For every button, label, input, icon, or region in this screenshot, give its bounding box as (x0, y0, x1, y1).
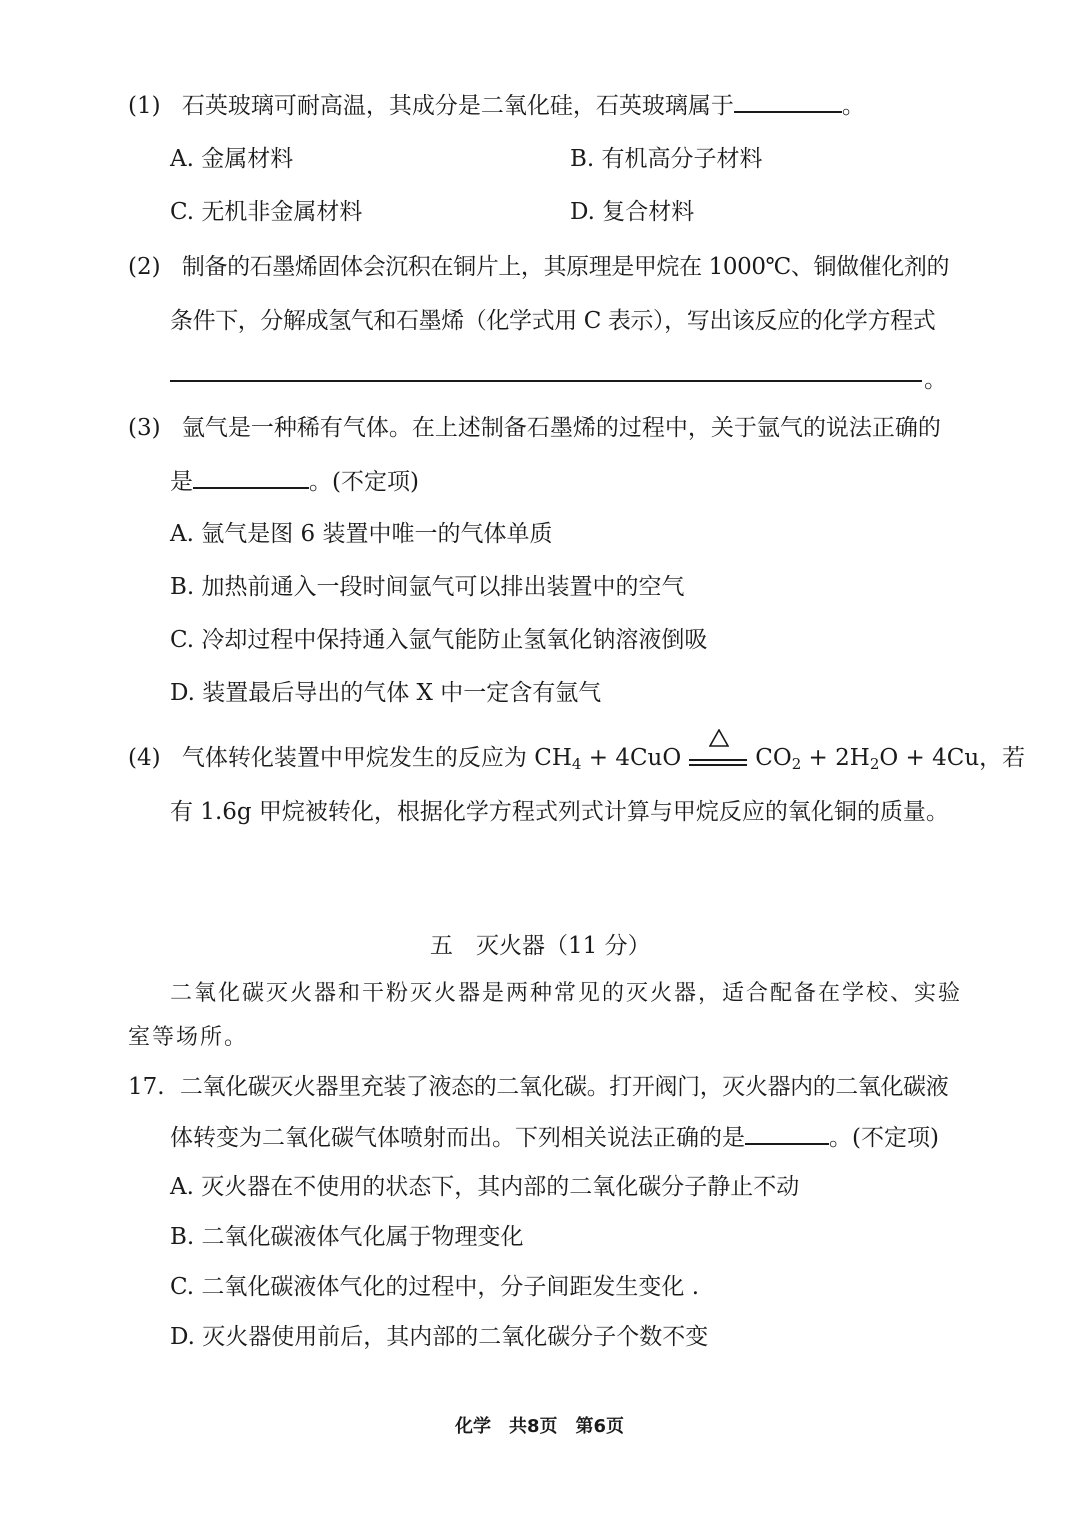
q1-option-a: A. 金属材料 (170, 146, 294, 172)
section-title: 五 灭火器（11 分） (430, 933, 651, 959)
q3-text-2: 是 (170, 469, 193, 495)
page-footer: 化学 共8页 第6页 (455, 1416, 625, 1437)
q17-option-c: C. 二氧化碳液体气化的过程中，分子间距发生变化 . (170, 1274, 700, 1300)
q17-line1 (128, 1071, 948, 1103)
q4-line1 (128, 742, 1025, 774)
q1-option-b: B. 有机高分子材料 (570, 146, 763, 172)
q1-text: 石英玻璃可耐高温，其成分是二氧化硅，石英玻璃属于 (181, 93, 734, 119)
q4-text-mid4: O + 4Cu，若 (879, 745, 1026, 771)
q1-answer-blank[interactable] (734, 89, 842, 113)
q17-line2 (170, 1121, 939, 1154)
q1-number: (1) (128, 93, 161, 119)
q2-answer-line[interactable] (170, 380, 922, 382)
q17-answer-blank[interactable] (745, 1121, 829, 1145)
q4-line2: 有 1.6g 甲烷被转化，根据化学方程式列式计算与甲烷反应的氧化铜的质量。 (170, 799, 949, 825)
q3-number: (3) (128, 415, 161, 441)
q17-option-d: D. 灭火器使用前后，其内部的二氧化碳分子个数不变 (170, 1324, 709, 1350)
heat-triangle-icon (709, 724, 729, 742)
q2-number: (2) (128, 254, 161, 280)
q4-number: (4) (128, 745, 161, 771)
q17-number: 17. (128, 1074, 165, 1100)
q1-stem (128, 89, 865, 122)
q1-end: 。 (841, 93, 865, 119)
q3-line1 (128, 412, 941, 444)
q4-text-mid3: + 2H (801, 745, 870, 771)
q3-text-1: 氩气是一种稀有气体。在上述制备石墨烯的过程中，关于氩气的说法正确的 (181, 415, 941, 441)
q4-text-pre: 气体转化装置中甲烷发生的反应为 CH (181, 745, 572, 771)
section-intro-2: 室等场所。 (128, 1025, 249, 1050)
q3-text-3: 。(不定项) (309, 469, 419, 495)
q3-answer-blank[interactable] (193, 465, 309, 489)
q3-option-d: D. 装置最后导出的气体 X 中一定含有氩气 (170, 680, 602, 706)
q4-text-mid1: + 4CuO (581, 745, 682, 771)
q2-text-1: 制备的石墨烯固体会沉积在铜片上，其原理是甲烷在 1000℃、铜做催化剂的 (181, 254, 950, 280)
q2-line1 (128, 251, 949, 283)
q3-option-c: C. 冷却过程中保持通入氩气能防止氢氧化钠溶液倒吸 (170, 627, 708, 653)
q17-text-1: 二氧化碳灭火器里充装了液态的二氧化碳。打开阀门，灭火器内的二氧化碳液 (179, 1074, 949, 1100)
reaction-arrow (687, 742, 749, 774)
q1-option-d: D. 复合材料 (570, 199, 695, 225)
q2-line2: 条件下，分解成氢气和石墨烯（化学式用 C 表示），写出该反应的化学方程式 (170, 308, 936, 334)
q17-option-a: A. 灭火器在不使用的状态下，其内部的二氧化碳分子静止不动 (170, 1174, 800, 1200)
q4-text-mid2: CO (755, 745, 792, 771)
q17-option-b: B. 二氧化碳液体气化属于物理变化 (170, 1224, 524, 1250)
q3-option-b: B. 加热前通入一段时间氩气可以排出装置中的空气 (170, 574, 685, 600)
q17-text-3: 。(不定项) (829, 1125, 939, 1151)
q4-sub-1: 4 (571, 755, 582, 773)
q4-sub-3: 2 (869, 755, 880, 773)
q3-option-a: A. 氩气是图 6 装置中唯一的气体单质 (170, 521, 553, 547)
q17-text-2: 体转变为二氧化碳气体喷射而出。下列相关说法正确的是 (170, 1125, 745, 1151)
section-intro-1: 二氧化碳灭火器和干粉灭火器是两种常见的灭火器，适合配备在学校、实验 (170, 981, 963, 1006)
q4-sub-2: 2 (791, 755, 802, 773)
q2-end: 。 (924, 367, 947, 393)
q3-line2 (170, 465, 419, 498)
q1-option-c: C. 无机非金属材料 (170, 199, 363, 225)
